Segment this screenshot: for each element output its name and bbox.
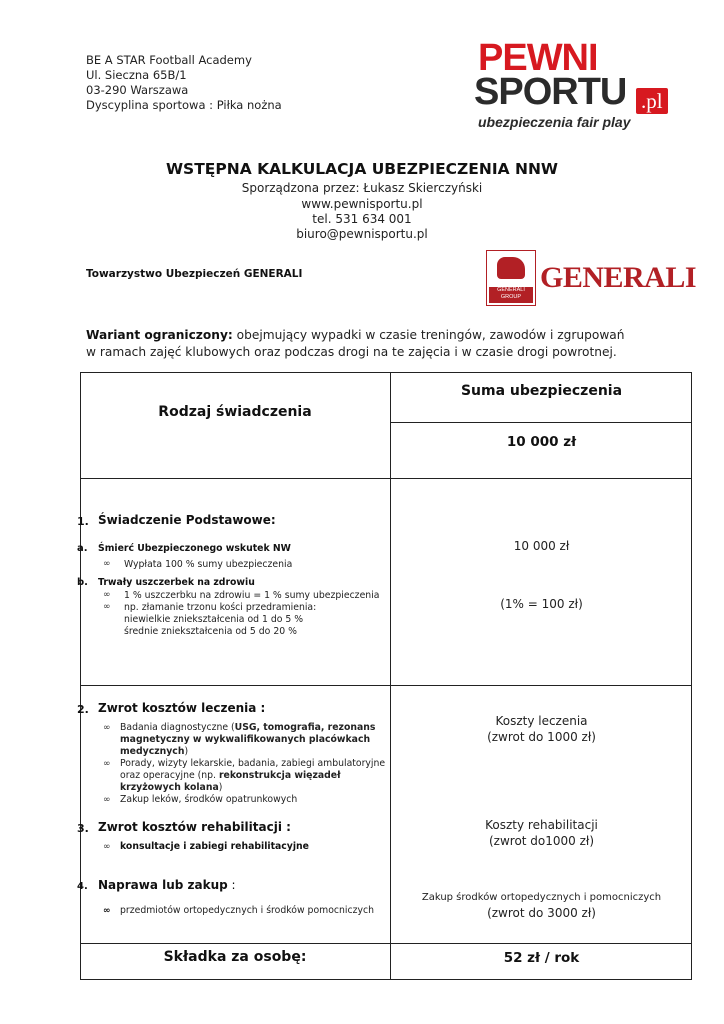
pewnisportu-logo — [474, 37, 674, 130]
benefit-value: (zwrot do1000 zł) — [488, 834, 595, 848]
bullet-text: konsultacje i zabiegi rehabilitacyjne — [120, 841, 309, 852]
bullet-icon: ∞ — [103, 723, 111, 733]
bullet-icon: ∞ — [103, 906, 111, 916]
section-number: 4. — [77, 881, 88, 892]
bullet-icon: ∞ — [103, 759, 111, 769]
generali-logo — [486, 250, 697, 306]
bullet-text: np. złamanie trzonu kości przedramienia: — [124, 602, 317, 613]
premium-label: Składka za osobę: — [163, 949, 307, 965]
variant-description — [86, 327, 626, 361]
address-line: Ul. Sieczna 65B/1 — [86, 68, 187, 82]
phone-number: tel. 531 634 001 — [312, 212, 412, 226]
table-divider — [80, 478, 692, 479]
table-divider — [80, 685, 692, 686]
generali-band-text: GENERALI GROUP — [489, 287, 533, 303]
benefit-value: (zwrot do 1000 zł) — [487, 730, 596, 744]
bullet-icon: ∞ — [103, 795, 111, 805]
item-title: Śmierć Ubezpieczonego wskutek NW — [98, 543, 291, 554]
bullet-text: Badania diagnostyczne (USG, tomografia, rezonans — [120, 722, 376, 733]
section-title: Zwrot kosztów leczenia : — [98, 701, 266, 715]
bullet-text: przedmiotów ortopedycznych i środków pomocniczych — [120, 905, 374, 916]
benefit-value: (zwrot do 3000 zł) — [487, 906, 596, 920]
item-letter: b. — [77, 577, 88, 588]
benefit-value: Koszty leczenia — [495, 714, 588, 728]
email-link[interactable]: biuro@pewnisportu.pl — [296, 227, 428, 241]
premium-value: 52 zł / rok — [503, 950, 580, 966]
bullet-icon: ∞ — [103, 842, 111, 852]
bullet-text: magnetyczny w wykwalifikowanych placówkach — [120, 734, 371, 745]
bullet-text: krzyżowych kolana) — [120, 782, 223, 793]
section-title: Naprawa lub zakup : — [98, 878, 236, 892]
table-divider — [390, 372, 391, 980]
bullet-icon: ∞ — [103, 602, 111, 612]
logo-domain-badge: .pl — [636, 88, 668, 114]
bullet-text: średnie zniekształcenia od 5 do 20 % — [124, 626, 297, 637]
generali-wordmark: GENERALI — [540, 261, 697, 294]
item-letter: a. — [77, 543, 88, 554]
website-link[interactable]: www.pewnisportu.pl — [301, 197, 423, 211]
section-number: 1. — [77, 515, 89, 528]
benefit-value: Zakup środków ortopedycznych i pomocniczych — [421, 892, 662, 903]
bullet-text: medycznych) — [120, 746, 189, 757]
variant-label: Wariant ograniczony: — [86, 328, 233, 342]
logo-word-pewni: PEWNI — [478, 37, 598, 79]
address-line: Dyscyplina sportowa : Piłka nożna — [86, 98, 282, 112]
variant-text: obejmujący wypadki w czasie treningów, zawodów i zgrupowań w ramach zajęć klubowych oraz podczas drogi na te zajęcia i w czasie drogi powrotnej. — [86, 328, 625, 359]
bullet-text: Wypłata 100 % sumy ubezpieczenia — [124, 559, 293, 570]
bullet-text: Zakup leków, środków opatrunkowych — [120, 794, 298, 805]
bullet-text: niewielkie zniekształcenia od 1 do 5 % — [124, 614, 304, 625]
section-number: 2. — [77, 703, 89, 716]
bullet-icon: ∞ — [103, 590, 111, 600]
table-divider — [390, 422, 692, 423]
column-header-sum-insured: Suma ubezpieczenia — [460, 383, 623, 399]
logo-tagline: ubezpieczenia fair play — [478, 114, 631, 130]
bullet-icon: ∞ — [103, 559, 111, 569]
prepared-by: Sporządzona przez: Łukasz Skierczyński — [241, 181, 483, 195]
address-block — [86, 53, 282, 113]
bullet-text: Porady, wizyty lekarskie, badania, zabiegi ambulatoryjne — [120, 758, 386, 769]
address-line: 03-290 Warszawa — [86, 83, 189, 97]
benefit-value: Koszty rehabilitacji — [485, 818, 598, 832]
benefit-value: 10 000 zł — [513, 539, 570, 553]
benefit-value: (1% = 100 zł) — [500, 597, 583, 611]
item-title: Trwały uszczerbek na zdrowiu — [98, 577, 255, 588]
document-title: WSTĘPNA KALKULACJA UBEZPIECZENIA NNW — [165, 160, 559, 178]
table-divider — [80, 943, 692, 944]
sum-insured-amount: 10 000 zł — [506, 434, 577, 450]
bullet-text: 1 % uszczerbku na zdrowiu = 1 % sumy ubezpieczenia — [124, 590, 380, 601]
insurer-label: Towarzystwo Ubezpieczeń GENERALI — [86, 268, 303, 280]
section-title: Świadczenie Podstawowe: — [98, 513, 276, 527]
address-line: BE A STAR Football Academy — [86, 53, 252, 67]
bullet-text: oraz operacyjne (np. rekonstrukcja więzadeł — [120, 770, 341, 781]
logo-word-sportu: SPORTU — [474, 71, 627, 113]
section-title: Zwrot kosztów rehabilitacji : — [98, 820, 291, 834]
column-header-benefit-type: Rodzaj świadczenia — [158, 404, 312, 420]
section-number: 3. — [77, 822, 89, 835]
generali-lion-icon — [486, 250, 536, 306]
